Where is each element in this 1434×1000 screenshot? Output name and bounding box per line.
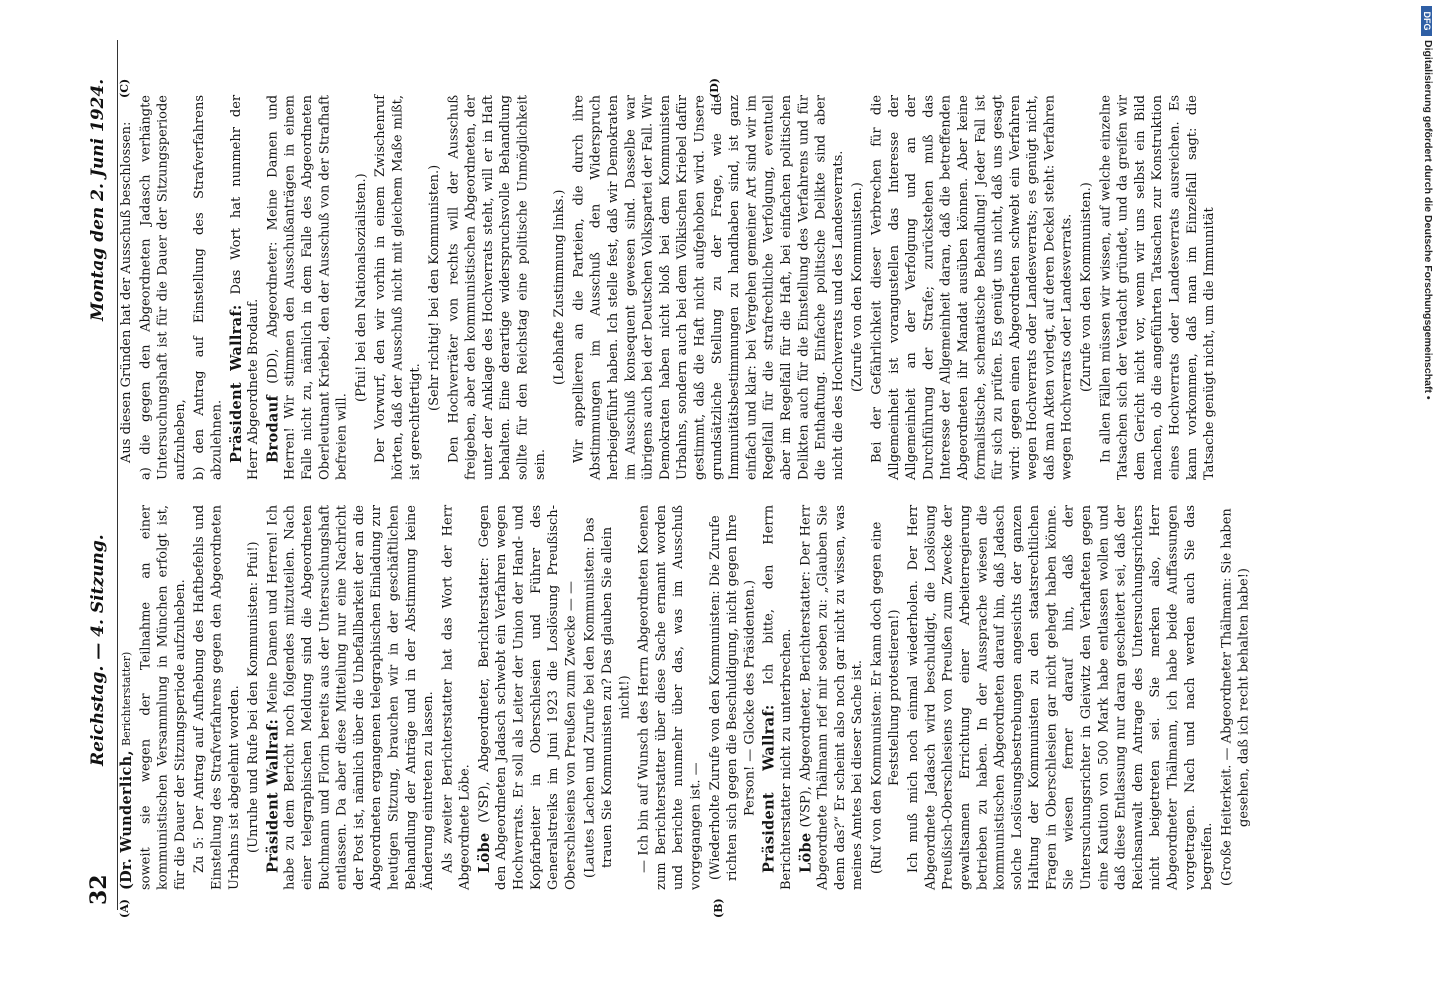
- dfg-logo: [1421, 6, 1432, 36]
- digitization-credit: [1420, 40, 1434, 990]
- margin-b: (B): [712, 898, 725, 918]
- interjection: (Sehr richtig! bei den Kommunisten.): [427, 164, 443, 411]
- paragraph: — Ich bin auf Wunsch des Herrn Abgeordneten Koenen zum Berichterstatter über diese Sache ernannt worden und berichte nunmehr über das, was im Ausschuß vorgegangen ist. —: [636, 505, 704, 890]
- running-head-left: Reichstag. — 4. Sitzung.: [88, 534, 108, 766]
- list-item: a) die gegen den Abgeordneten Jadasch verhängte Untersuchungshaft ist für die Dauer der Sitzungsperiode aufzuheben,: [138, 95, 188, 480]
- paragraph: Ich bitte, den Herrn Berichterstatter nicht zu unterbrechen.: [761, 505, 794, 890]
- margin-d: (D): [708, 78, 721, 98]
- margin-a: (A): [118, 899, 131, 918]
- interjection: (Lebhafte Zustimmung links.): [552, 189, 568, 386]
- speaker-name: Löbe: [797, 832, 815, 874]
- paragraph: Aus diesen Gründen hat der Ausschuß beschlossen:: [119, 121, 134, 464]
- credit-text: Digitalisierung gefördert durch die Deutsche Forschungsgemeinschaft •: [1422, 40, 1434, 400]
- speaker-name: Löbe: [475, 832, 493, 874]
- column-2: [118, 95, 1298, 480]
- list-item: b) den Antrag auf Einstellung des Strafverfahrens abzulehnen.: [192, 95, 225, 480]
- paragraph: Als zweiter Berichterstatter hat das Wort der Herr Abgeordnete Löbe.: [440, 505, 473, 890]
- paragraph: Bei der Gefährlichkeit dieser Verbrechen für die Allgemeinheit ist vorangustellen das Interesse der Allgemeinheit an der Verfolgung und an der Durchführung der Strafe; zurückstehen muß das Interesse der Allgemeinheit daran, daß die betreffenden Abgeordneten ihr Mandat ausüben können. Aber keine formalistische, schematische Behandlung! Jeder Fall ist für sich zu prüfen. Es genügt uns nicht, daß uns gesagt wird: gegen einen Abgeordneten schwebt ein Verfahren wegen Hochverrats oder Landesverrats; es genügt nicht, daß man Akten vorlegt, auf deren Deckel steht: Verfahren wegen Hochverrats oder Landesverrats.: [869, 95, 1075, 480]
- paragraph: soweit sie wegen der Teilnahme an einer kommunistischen Versammlung in München erfolgt ist, für die Dauer der Sitzungsperiode aufzuheben.: [138, 505, 188, 890]
- speaker-name: (Dr. Wunderlich,: [118, 750, 135, 890]
- paragraph: (DD), Abgeordneter: Meine Damen und Herren! Wir stimmen den Ausschußanträgen in einem Falle nicht zu, nämlich in dem Falle des Abgeordneten Oberleutnant Kriebel, den der Ausschuß von der Strafhaft befreien will.: [265, 95, 350, 480]
- dfg-logo-text: DFG: [1422, 11, 1432, 31]
- paragraph: Meine Damen und Herren! Ich habe zu dem Bericht noch folgendes mitzuteilen. Nach einer telegraphischen Meldung sind die Abgeordneten Buchmann und Florin bereits aus der Untersuchungshaft entlassen. Da aber diese Mitteilung nur eine Nachricht der Post ist, nämlich über die Unbefallbarkeit der an die Abgeordneten ergangenen telegraphischen Einladung zur heutigen Sitzung, brauchen wir in der geschäftlichen Behandlung der Anträge und in der Abstimmung keine Änderung eintreten zu lassen.: [265, 505, 437, 890]
- paragraph: Der Vorwurf, den wir vorhin in einem Zwischenruf hörten, daß der Ausschuß nicht mit gleichem Maße mißt, ist gerechtfertigt.: [373, 95, 423, 480]
- paragraph: Wir appellieren an die Parteien, die durch ihre Abstimmungen im Ausschuß den Widerspruch herbeigeführt haben. Ich stelle fest, daß wir Demokraten im Ausschuß konsequent gewesen sind. Dasselbe war übrigens auch bei der Deutschen Volkspartei der Fall. Wir Demokraten haben nicht bloß bei dem Kommunisten Urbahns, sondern auch bei dem Völkischen Kriebel dafür gestimmt, daß die Haft nicht aufgehoben wird. Unsere grundsätzliche Stellung zu der Frage, wie die Immunitätsbestimmungen zu handhaben sind, ist ganz einfach und klar: bei Vergehen gemeiner Art sind wir im Regelfall für die strafrechtliche Verfolgung, eventuell aber im Regelfall für die Haft, bei einfachen politischen Delikten auch für die Einstellung des Verfahrens und für die Enthaftung. Einfache politische Delikte sind aber nicht die des Hochverrats und des Landesverrats.: [571, 95, 846, 480]
- paragraph: Ich muß mich noch einmal wiederholen. Der Herr Abgeordnete Jadasch wird beschuldigt, die Loslösung Preußisch-Oberschlesiens von Preußen zum Zwecke der gewaltsamen Errichtung einer Arbeiterregierung betrieben zu haben. In der Aussprache wiesen die kommunistischen Abgeordneten darauf hin, daß Jadasch solche Loslösungsbestrebungen angesichts der ganzen Haltung der Kommunisten zu den staatsrechtlichen Fragen in Oberschlesien gar nicht gehegt haben könne. Sie wiesen ferner darauf hin, daß der Untersuchungsrichter in Gleiwitz den Verhafteten gegen eine Kaution von 500 Mark habe entlassen wollen und daß diese Entlassung nur daran gescheitert sei, daß der Reichsanwalt dem Antrage des Untersuchungsrichters nicht beigetreten sei. Sie merken also, Herr Abgeordneter Thälmann, ich habe beide Auffassungen vorgetragen. Nach und nach werden auch Sie das begreifen.: [906, 505, 1216, 890]
- interjection: (Pfui! bei den Nationalsozialisten.): [353, 173, 369, 402]
- margin-c: (C): [118, 78, 131, 98]
- interjection: (Ruf von den Kommunisten: Er kann doch gegen eine Feststellung protestieren!): [869, 521, 902, 874]
- interjection: (Lautes Lachen und Zurufe bei den Kommunisten: Das trauen Sie Kommunisten zu? Das glauben Sie allein nicht!): [582, 517, 633, 878]
- column-1: [118, 505, 1252, 890]
- running-head-right: Montag den 2. Juni 1924.: [88, 78, 108, 322]
- speaker-name: Brodauf: [264, 395, 282, 464]
- paragraph: Das Wort hat nunmehr der Herr Abgeordnete Brodauf.: [228, 95, 262, 480]
- interjection: (Unruhe und Rufe bei den Kommunisten: Pfui!): [246, 541, 262, 854]
- paragraph: Zu 5: Der Antrag auf Aufhebung des Haftbefehls und Einstellung des Strafverfahrens gegen den Abgeordneten Urbahns ist abgelehnt worden.: [192, 505, 242, 890]
- interjection: (Wiederholte Zurufe von den Kommunisten: Die Zurufe richten sich gegen die Beschuldigung, nicht gegen Ihre Person! — Glocke des Präsidenten.): [707, 514, 758, 881]
- paragraph: In allen Fällen müssen wir wissen, auf welche einzelne Tatsachen sich der Verdacht gründet, und da greifen wir dem Gericht nicht vor, wenn wir uns selbst ein Bild machen, ob die angeführten Tatsachen zur Konstruktion eines Hochverrats oder Landesverrats ausreichen. Es kann vorkommen, daß man im Einzelfall sagt: die Tatsache genügt nicht, um die Immunität: [1098, 95, 1218, 480]
- paragraph: Den Hochverräter von rechts will der Ausschuß freigeben, aber den kommunistischen Abgeordneten, der unter der Anklage des Hochverrats steht, will er in Haft behalten. Eine derartige widerspruchsvolle Behandlung sollte für den Reichstag eine politische Unmöglichkeit sein.: [446, 95, 548, 480]
- paragraph: (VSP), Abgeordneter, Berichterstatter: Der Herr Abgeordnete Thälmann rief mir soeben zu: „Glauben Sie denn das?“ Er scheint also noch gar nicht zu wissen, was meines Amtes bei dieser Sache ist.: [798, 505, 866, 890]
- speaker-name: Präsident Wallraf:: [227, 304, 245, 464]
- speaker-name: Präsident Wallraf:: [264, 719, 282, 874]
- page-number: 32: [86, 874, 112, 906]
- speaker-role: Berichterstatter): [120, 651, 133, 746]
- paragraph: (VSP), Abgeordneter, Berichterstatter: Gegen den Abgeordneten Jadasch schwebt ein Verfahren wegen Hochverrats. Er soll als Leiter der Union der Hand- und Kopfarbeiter in Oberschlesien und Führer des Generalstreiks im Juni 1923 die Loslösung Preußisch-Oberschlesiens von Preußen zum Zwecke — —: [476, 505, 579, 890]
- interjection: (Große Heiterkeit. — Abgeordneter Thälmann: Sie haben gesehen, daß ich recht behalten habe!): [1219, 508, 1252, 887]
- interjection: (Zurufe von den Kommunisten.): [1079, 182, 1095, 393]
- column-divider: [119, 489, 1119, 490]
- interjection: (Zurufe von den Kommunisten.): [850, 182, 866, 393]
- speaker-name: Präsident Wallraf:: [760, 704, 778, 874]
